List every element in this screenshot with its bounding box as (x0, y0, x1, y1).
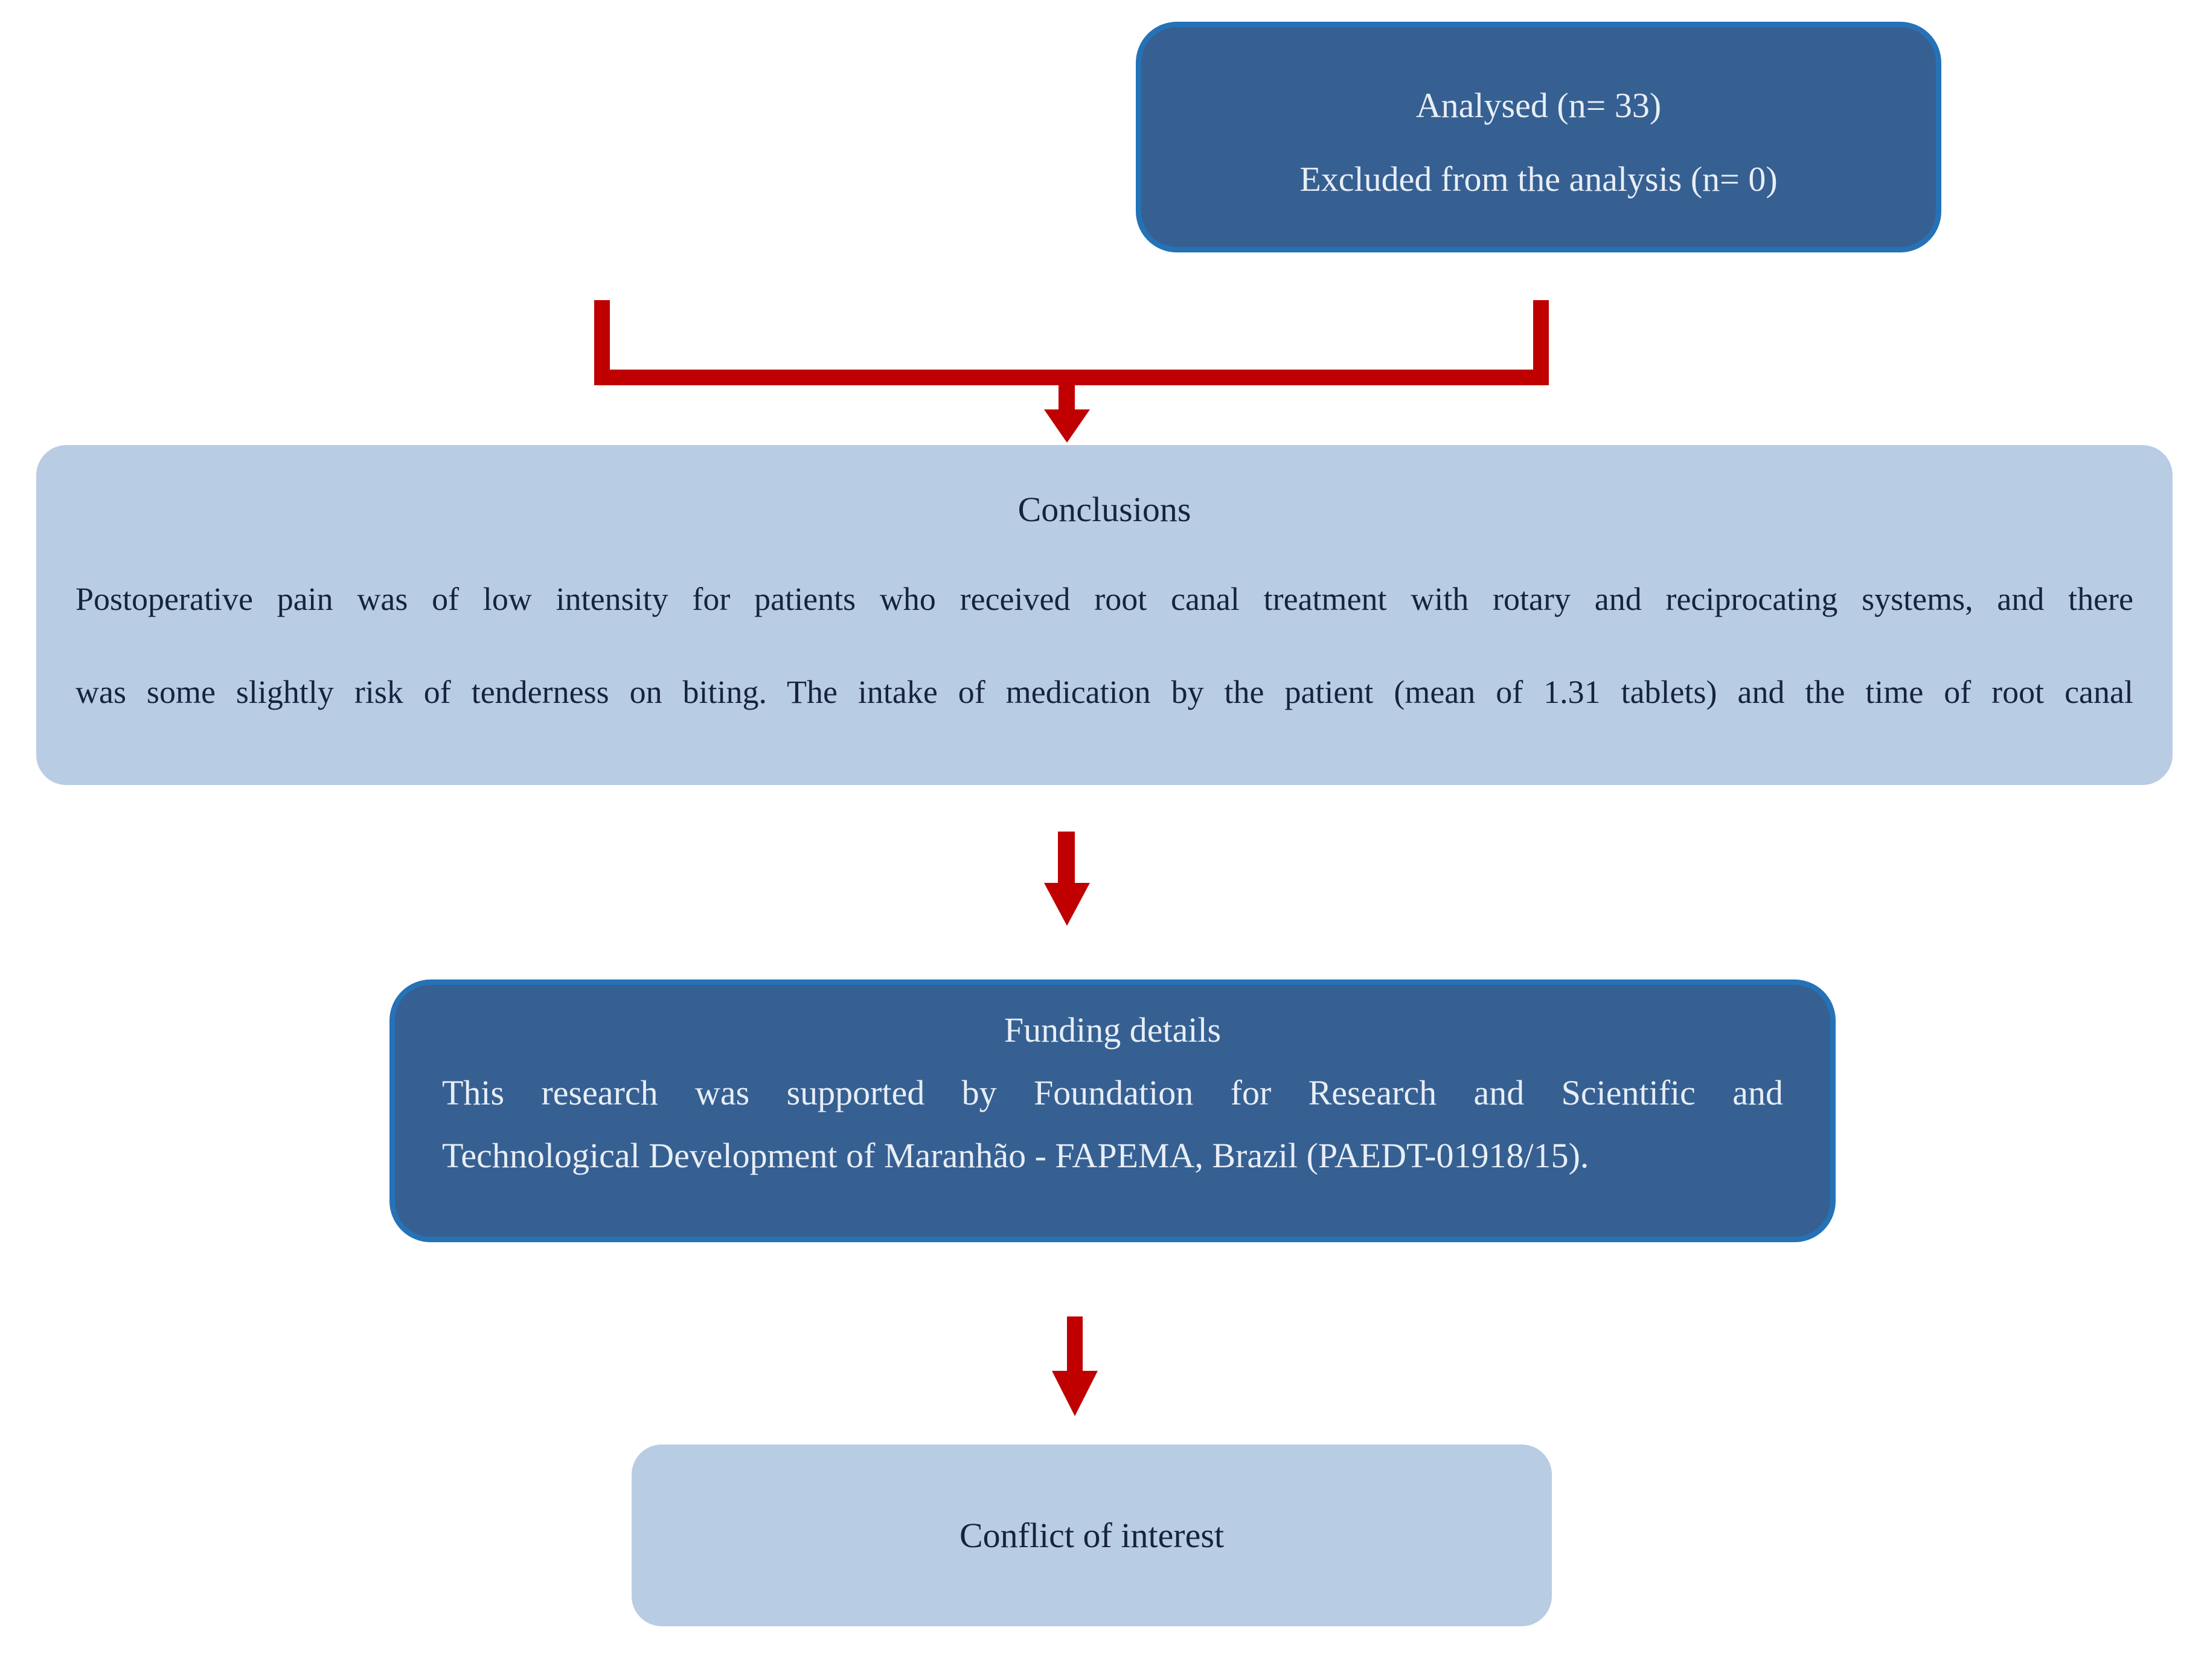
funding-title: Funding details (1004, 1010, 1222, 1050)
bracket-arrow-stem (1059, 384, 1075, 411)
analysed-line-1: Analysed (n= 33) (1415, 86, 1662, 125)
conflict-of-interest-node (632, 1444, 1552, 1626)
bottom-arrow-stem (1067, 1316, 1083, 1374)
funding-body-line-1: This research was supported by Foundation for Research and Scientific and (442, 1072, 1783, 1112)
conclusions-title: Conclusions (1017, 490, 1191, 529)
mid-arrow-stem (1058, 832, 1075, 886)
funding-node (389, 979, 1836, 1242)
analysed-node (1136, 22, 1941, 252)
conclusions-body-line-1: Postoperative pain was of low intensity for patients who received root canal treatment with rotary and reciprocating systems, and there (75, 581, 2133, 617)
analysed-line-2: Excluded from the analysis (n= 0) (1299, 159, 1778, 199)
down-arrow-icon (1052, 1371, 1098, 1416)
conclusions-node (36, 445, 2173, 785)
funding-body-line-2: Technological Development of Maranhão - FAPEMA, Brazil (PAEDT-01918/15). (442, 1135, 1589, 1175)
bracket-bar (594, 370, 1549, 385)
conflict-of-interest-title: Conflict of interest (959, 1516, 1225, 1555)
down-arrow-icon (1044, 409, 1090, 443)
down-arrow-icon (1044, 883, 1090, 926)
conclusions-body-line-2: was some slightly risk of tenderness on biting. The intake of medication by the patient (mean of 1.31 tablets) and the time of root canal (75, 674, 2133, 710)
